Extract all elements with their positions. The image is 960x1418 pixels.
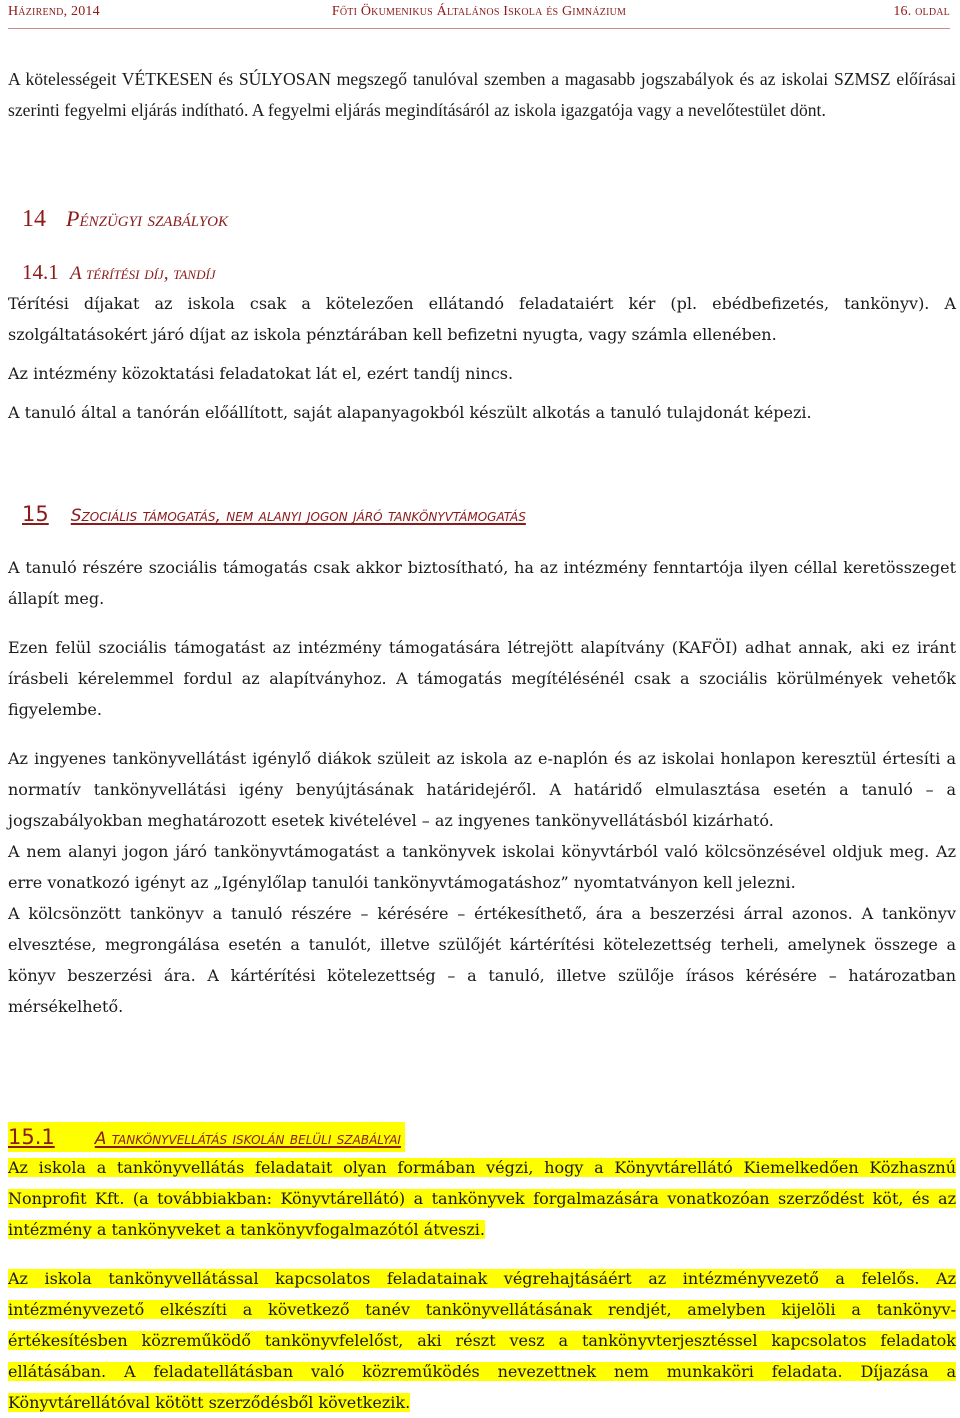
section-15-1-heading <box>8 1122 405 1152</box>
section-15-1-body <box>8 1152 956 1418</box>
section-14-body <box>8 288 956 428</box>
s151-paragraph-2 <box>8 1263 956 1418</box>
s14-paragraph-2: Az intézmény közoktatási feladatokat lát el, ezért tandíj nincs. <box>8 364 514 383</box>
s14-paragraph-3: A tanuló által a tanórán előállított, saját alapanyagokból készült alkotás a tanuló tulajdonát képezi. <box>8 403 812 422</box>
s15-paragraph-2: Ezen felül szociális támogatást az intézmény támogatására létrejött alapítvány (KAFÖI) adhat annak, aki ez iránt írásbeli kérelemmel fordul az alapítványhoz. A támogatás megítélésénél csak a szociális körülmények vehetők figyelembe. <box>8 638 956 719</box>
section-15-1-title: A tankönyvellátás iskolán belüli szabályai <box>94 1129 401 1149</box>
s14-paragraph-1: Térítési díjakat az iskola csak a kötelezően ellátandó feladataiért kér (pl. ebédbefizetés, tankönyv). A szolgáltatásokért járó díjat az iskola pénztárában kell befizetni nyugta, vagy számla ellenében. <box>8 294 956 344</box>
header-doc-title: Házirend, 2014 <box>8 4 100 19</box>
intro-section <box>8 64 956 126</box>
s151-paragraph-2-text: Az iskola tankönyvellátással kapcsolatos feladatainak végrehajtásáért az intézményvezető a felelős. Az intézményvezető elkészíti a következő tanév tankönyvellátásának rendjét, amelyben kijelöli a tankönyv-értékesítésben közreműködő tankönyvfelelőst, aki részt vesz a tankönyvterjesztéssel kapcsolatos feladatok ellátásában. A feladatellátásban való közreműködés nevezettnek nem munkaköri feladata. Díjazása a Könyvtárellátóval kötött szerződésből következik. <box>8 1269 956 1412</box>
section-14-1-heading <box>22 260 216 285</box>
header-page-number: 16. oldal <box>893 4 950 19</box>
section-15-title: Szociális támogatás, nem alanyi jogon járó tankönyvtámogatás <box>70 506 526 526</box>
s15-paragraph-1: A tanuló részére szociális támogatás csak akkor biztosítható, ha az intézmény fenntartója ilyen céllal keretösszeget állapít meg. <box>8 558 956 608</box>
section-14-1-title: A térítési díj, tandíj <box>70 263 216 284</box>
section-14-1-number: 14.1 <box>22 260 59 284</box>
s15-paragraph-5: A kölcsönzött tankönyv a tanuló részére – kérésére – értékesíthető, ára a beszerzési árral azonos. A tankönyv elvesztése, megrongálása esetén a tanulót, illetve szülőjét kártérítési kötelezettség terheli, amelynek összege a könyv beszerzési ára. A kártérítési kötelezettség – a tanuló, illetve szülője írásos kérésére – határozatban mérsékelhető. <box>8 904 956 1016</box>
section-14-number: 14 <box>22 206 46 232</box>
section-15-body <box>8 552 956 1022</box>
section-15-1-number: 15.1 <box>8 1125 55 1149</box>
section-14-heading <box>22 206 228 233</box>
section-15-number: 15 <box>22 502 49 526</box>
s151-paragraph-1 <box>8 1152 956 1245</box>
s15-paragraph-3: Az ingyenes tankönyvellátást igénylő diákok szüleit az iskola az e-naplón és az iskolai honlapon keresztül értesíti a normatív tankönyvellátási igény benyújtásának határidejéről. A határidő elmulasztása esetén a tanuló – a jogszabályokban meghatározott esetek kivételével – az ingyenes tankönyvellátásból kizárható. <box>8 749 956 830</box>
page-header <box>8 2 950 29</box>
section-15-heading <box>22 502 526 526</box>
s15-paragraph-4: A nem alanyi jogon járó tankönyvtámogatást a tankönyvek iskolai könyvtárból való kölcsönzésével oldjuk meg. Az erre vonatkozó igényt az „Igénylőlap tanulói tankönyvtámogatáshoz” nyomtatványon kell jelezni. <box>8 842 956 892</box>
section-14-title: Pénzügyi szabályok <box>66 206 229 231</box>
header-school-name: Főti Ökumenikus Általános Iskola és Gimnázium <box>331 4 627 19</box>
s151-paragraph-1-text: Az iskola a tankönyvellátás feladatait olyan formában végzi, hogy a Könyvtárellátó Kiemelkedően Közhasznú Nonprofit Kft. (a továbbiakban: Könyvtárellátó) a tankönyvek forgalmazására vonatkozóan szerződést köt, és az intézmény a tankönyveket a tankönyvfogalmazótól átveszi. <box>8 1158 956 1239</box>
intro-paragraph: A kötelességeit VÉTKESEN és SÚLYOSAN megszegő tanulóval szemben a magasabb jogszabályok és az iskolai SZMSZ előírásai szerinti fegyelmi eljárás indítható. A fegyelmi eljárás megindításáról az iskola igazgatója vagy a nevelőtestület dönt. <box>8 69 956 120</box>
